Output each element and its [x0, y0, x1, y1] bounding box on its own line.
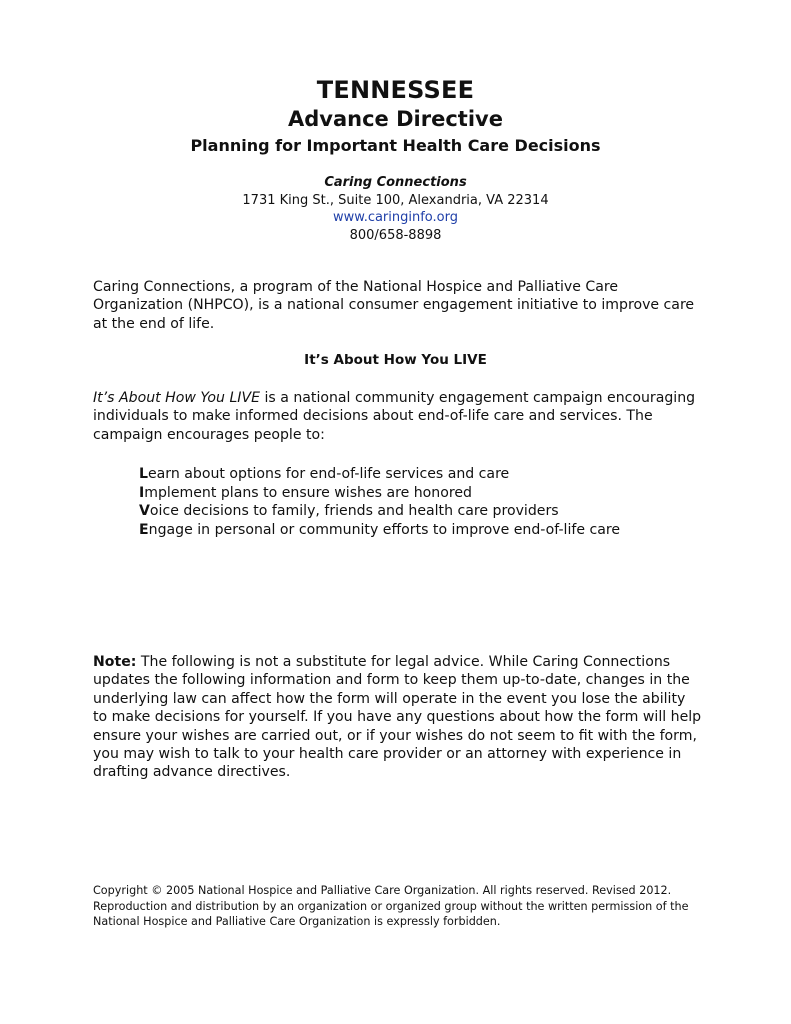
campaign-text: is a national community engagement campaign encouraging individuals to make informed decisions about end-of-life care and services. The campaign encourages people to:: [93, 390, 696, 443]
note-text: The following is not a substitute for legal advice. While Caring Connections updates the following information and form to keep them up-to-date, changes in the underlying law can affect how the form will operate in the event you lose the ability to make decisions for yourself. If you have any questions about how the form will help ensure your wishes are carried out, or if your wishes do not seem to fit with the form, you may wish to talk to your health care provider or an attorney with experience in drafting advance directives.: [93, 654, 702, 781]
section-heading: It’s About How You LIVE: [304, 352, 487, 368]
live-acronym-list: [139, 465, 620, 539]
phone-number: 800/658-8898: [349, 228, 442, 243]
document-subtitle: Advance Directive: [288, 107, 503, 131]
document-title: TENNESSEE: [316, 76, 475, 104]
website-link[interactable]: www.caringinfo.org: [332, 210, 458, 225]
list-item: [139, 502, 620, 521]
organization-address: 1731 King St., Suite 100, Alexandria, VA 22314: [242, 193, 549, 208]
note-label: Note:: [93, 654, 137, 670]
list-item-text: earn about options for end-of-life services and care: [147, 466, 510, 482]
list-item-text: oice decisions to family, friends and health care providers: [149, 503, 559, 520]
copyright-notice: Copyright © 2005 National Hospice and Palliative Care Organization. All rights reserved. Revised 2012. Reproduction and distribution by an organization or organized group without the written permission of the National Hospice and Palliative Care Organization is expressly forbidden.: [93, 884, 689, 929]
campaign-paragraph: [93, 389, 703, 444]
list-item-text: mplement plans to ensure wishes are honored: [144, 484, 472, 501]
document-tagline: Planning for Important Health Care Decisions: [190, 136, 601, 155]
intro-paragraph: Caring Connections, a program of the National Hospice and Palliative Care Organization (NHPCO), is a national consumer engagement initiative to improve care at the end of life.: [93, 279, 695, 332]
organization-name: Caring Connections: [324, 175, 467, 190]
list-item: [139, 521, 620, 540]
note-paragraph: [93, 653, 703, 782]
list-item-text: ngage in personal or community efforts to improve end-of-life care: [148, 521, 621, 538]
list-item: [139, 484, 620, 503]
list-item-letter: L: [139, 466, 148, 482]
list-item-letter: E: [139, 521, 149, 538]
campaign-name: It’s About How You LIVE: [93, 390, 261, 406]
list-item-letter: I: [139, 484, 145, 501]
list-item: [139, 465, 620, 484]
list-item-letter: V: [139, 503, 150, 520]
